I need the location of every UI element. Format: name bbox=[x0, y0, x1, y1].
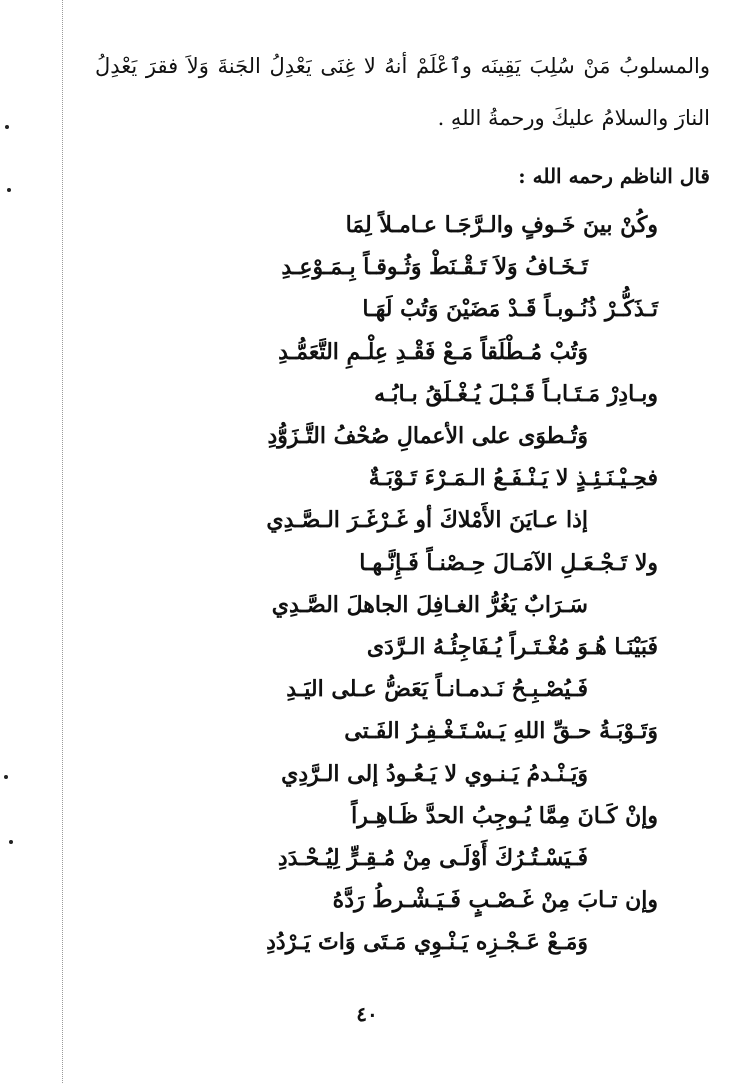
verse-line: وإن تـابَ مِنْ غَـصْـبٍ فَـيَـشْـرطُ رَدَّهُ bbox=[332, 887, 658, 914]
verse-line: وإنْ كَـانَ مِمَّا يُـوجِبُ الحدَّ ظَـاهِـراً bbox=[351, 802, 658, 829]
verse-line: فَـيُصْـبِـحُ نَـدمـانـاً يَعَضُّ عـلى اليَـدِ bbox=[286, 676, 588, 703]
margin-speck bbox=[9, 840, 13, 844]
margin-speck bbox=[4, 775, 8, 779]
verse-line: وَتَـوْبَـةُ حـقِّ اللهِ يَـسْـتَـغْـفِـرُ الفَـتى bbox=[344, 718, 658, 745]
verse-line: ولا تَـجْـعَـلِ الآمَـالَ حِـصْنـاً فَـإِنَّـهـا bbox=[359, 549, 658, 576]
verse-line: فحِـيْـنَـئِـذٍ لا يَـنْـفَـعُ الـمَـرْءَ تَـوْبَـةٌ bbox=[368, 465, 658, 492]
page-number: ٤٠ bbox=[356, 1002, 378, 1026]
prose-paragraph: والمسلوبُ مَنْ سُلِبَ يَقِينَه وٱعْلَمْ أنهُ لا غِنَى يَعْدِلُ الجَنةَ وَلاَ فقرَ يَعْدِلُ النارَ والسلامُ عليكَ ورحمةُ اللهِ . bbox=[95, 54, 710, 130]
poem-verses bbox=[95, 204, 710, 964]
verse-line: وبـادِرْ مَـتَـابـاً قَـبْـلَ يُـغْـلَقُ بـابُـه bbox=[374, 380, 658, 407]
book-page bbox=[95, 40, 710, 1040]
page-gutter-line bbox=[62, 0, 63, 1083]
margin-speck bbox=[7, 188, 11, 192]
margin-speck bbox=[5, 125, 9, 129]
verse-line: وَمَـعْ عَـجْـزِه يَـنْـوِي مَـتَى وَاتَ يَـرْدُدِ bbox=[266, 929, 588, 956]
verse-line: وَتُـطوَى على الأعمالِ صُحْفُ التَّـزَوُّدِ bbox=[267, 423, 588, 450]
verse-line: وَتُبْ مُـطْلَقاً مَـعْ فَقْـدِ عِلْـمِ التَّعَمُّـدِ bbox=[278, 338, 588, 365]
verse-line: وكُنْ بينَ خَـوفٍ والـرَّجَـا عـامـلاً لِمَا bbox=[345, 212, 658, 238]
verse-line: سَـرَابٌ يَغُرُّ الغـافِلَ الجاهلَ الصَّـدِي bbox=[271, 591, 588, 618]
verse-line: تَـذَكُّـرْ ذُنُـوبـاً قَـدْ مَضَيْنَ وَتُبْ لَهَـا bbox=[362, 296, 658, 323]
verse-line: وَيَـنْـدمُ يَـنـوي لا يَـعُـودُ إلى الـرَّدِي bbox=[281, 760, 588, 787]
verse-line: فَـيَسْـتُـرُكَ أَوْلَـى مِنْ مُـقِـرٍّ لِيُـحْـدَدِ bbox=[277, 845, 588, 872]
verse-line: إذا عـايَنَ الأَمْلاكَ أو غَـرْغَـرَ الـصَّـدِي bbox=[266, 507, 588, 534]
verse-line: فَبَيْنَـا هُـوَ مُغْـتَـراً يُـفَاجِئُـهُ الـرَّدَى bbox=[366, 634, 658, 661]
section-heading: قال الناظم رحمه الله : bbox=[518, 164, 710, 188]
verse-line: تَـخَـافُ وَلاَ تَـقْـنَطْ وَثُـوقـاً بِـمَـوْعِـدِ bbox=[281, 254, 588, 281]
